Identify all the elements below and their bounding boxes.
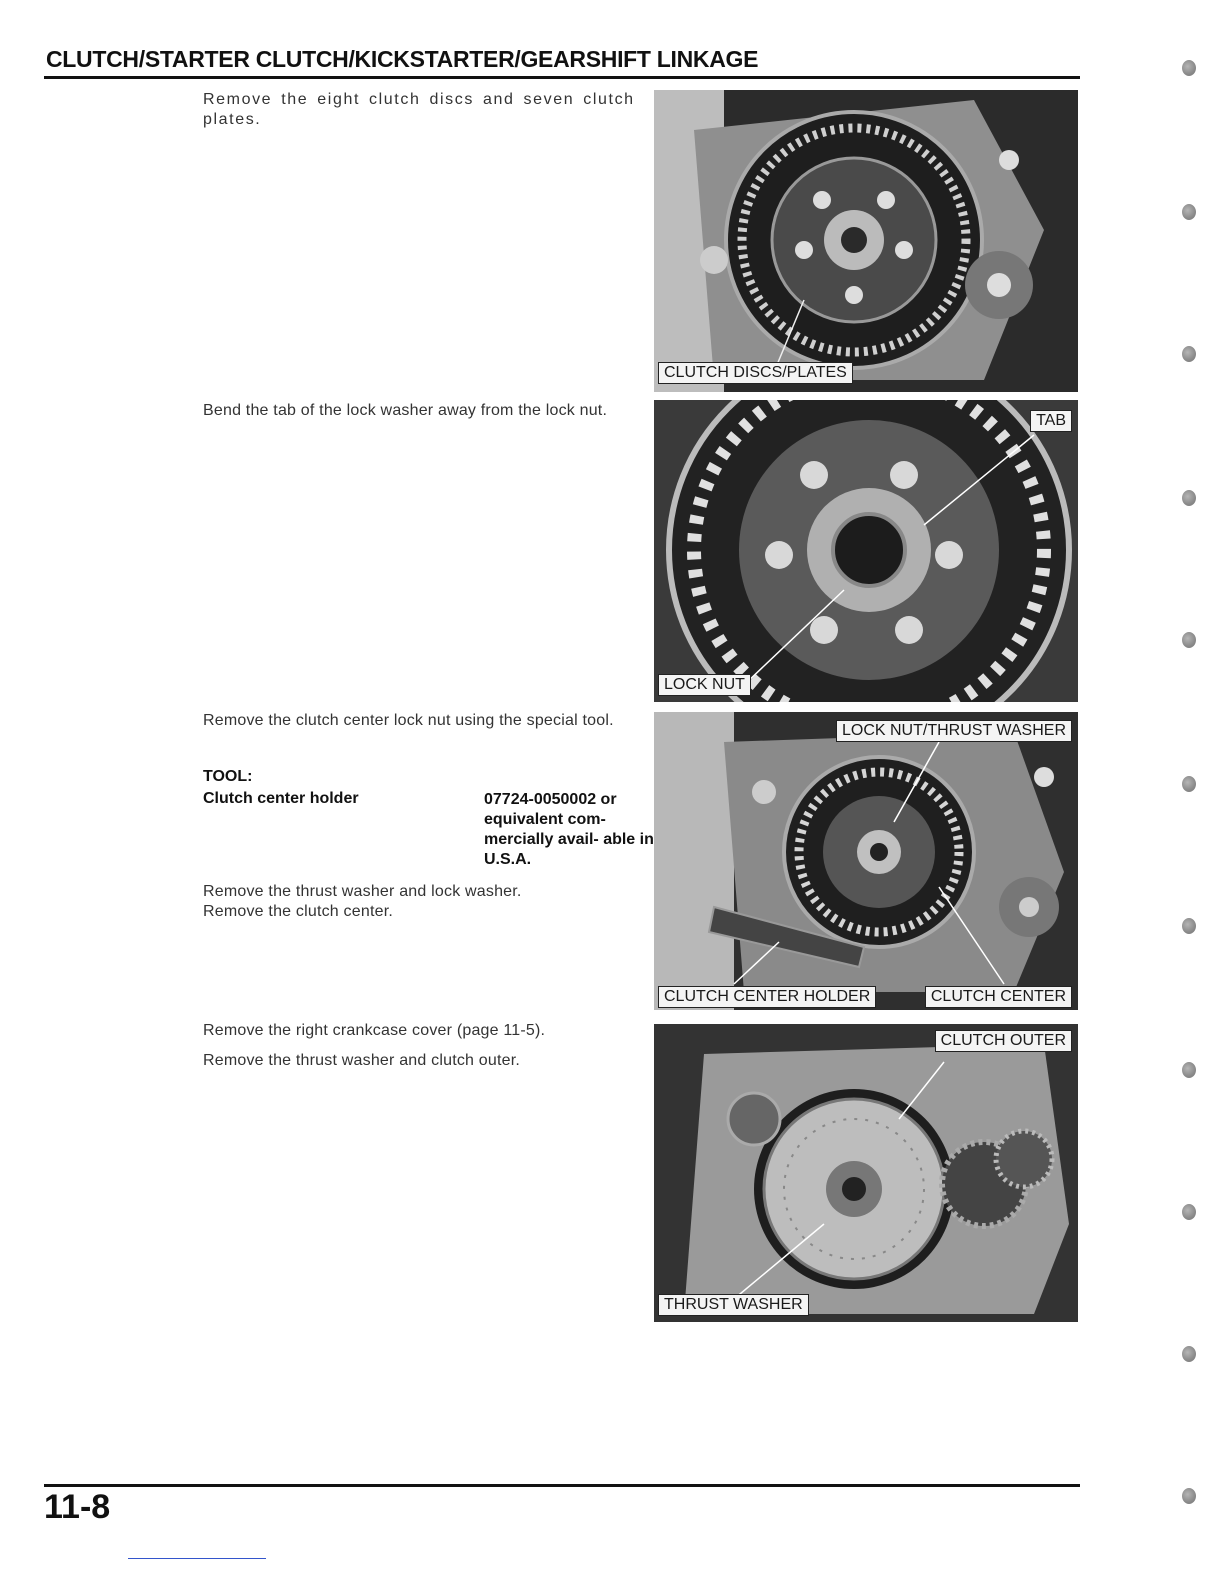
label-clutch-outer: CLUTCH OUTER (935, 1030, 1072, 1052)
step-remove-washers (203, 882, 643, 922)
step-text: Remove the clutch center. (203, 903, 393, 920)
step-remove-lock-nut (203, 711, 643, 731)
label-lock-nut: LOCK NUT (658, 674, 751, 696)
binder-hole (1182, 346, 1196, 362)
step-text: Remove the eight clutch discs and seven clutch plates. (203, 91, 635, 128)
binder-hole (1182, 490, 1196, 506)
binder-hole (1182, 60, 1196, 76)
binder-hole (1182, 632, 1196, 648)
step-text: Remove the thrust washer and clutch outer. (203, 1052, 521, 1069)
step-text: Remove the clutch center lock nut using the special tool. (203, 712, 614, 729)
tool-name: Clutch center holder (203, 790, 359, 807)
clutch-discs-illustration (654, 90, 1078, 392)
binder-hole (1182, 918, 1196, 934)
step-remove-discs (203, 90, 643, 130)
tool-heading: TOOL: (203, 768, 253, 785)
figure-lock-washer-tab (654, 400, 1078, 702)
step-text: Remove the thrust washer and lock washer. (203, 883, 522, 900)
label-tab: TAB (1030, 410, 1072, 432)
lock-washer-illustration (654, 400, 1078, 702)
bottom-link-mark (128, 1558, 266, 1559)
binder-hole (1182, 1488, 1196, 1504)
step-remove-cover (203, 1021, 643, 1071)
figure-clutch-center-holder (654, 712, 1078, 1010)
figure-clutch-outer (654, 1024, 1078, 1322)
label-thrust-washer: THRUST WASHER (658, 1294, 809, 1316)
binder-hole (1182, 1062, 1196, 1078)
step-bend-tab (203, 401, 643, 421)
page-title: CLUTCH/STARTER CLUTCH/KICKSTARTER/GEARSHIFT LINKAGE (46, 46, 759, 72)
page-number: 11-8 (44, 1488, 111, 1526)
label-clutch-center: CLUTCH CENTER (925, 986, 1072, 1008)
label-clutch-center-holder: CLUTCH CENTER HOLDER (658, 986, 876, 1008)
binder-hole (1182, 204, 1196, 220)
header-rule (44, 76, 1080, 79)
step-text: Bend the tab of the lock washer away from the lock nut. (203, 402, 608, 419)
clutch-center-holder-illustration (654, 712, 1078, 1010)
footer-rule (44, 1484, 1080, 1487)
step-text: Remove the right crankcase cover (page 11-5). (203, 1022, 546, 1039)
figure-clutch-discs (654, 90, 1078, 392)
binder-hole (1182, 1346, 1196, 1362)
binder-hole (1182, 1204, 1196, 1220)
tool-number: 07724-0050002 or equivalent com- mercially avail- able in U.S.A. (484, 791, 654, 868)
binder-hole (1182, 776, 1196, 792)
clutch-outer-illustration (654, 1024, 1078, 1322)
label-lock-nut-thrust-washer: LOCK NUT/THRUST WASHER (836, 720, 1072, 742)
label-clutch-discs-plates: CLUTCH DISCS/PLATES (658, 362, 853, 384)
